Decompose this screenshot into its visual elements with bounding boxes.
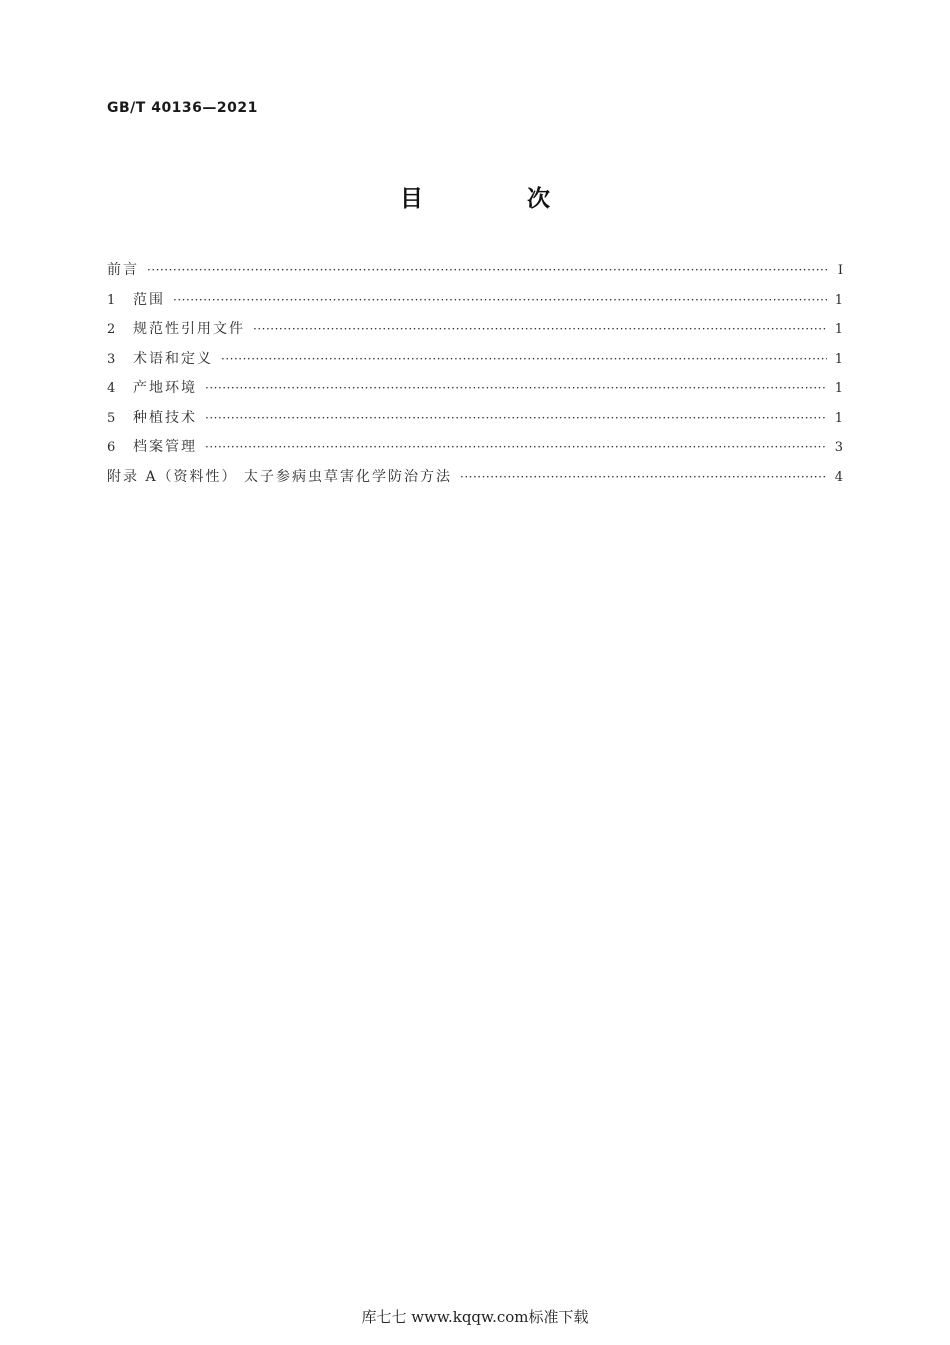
toc-entry-page: 1 bbox=[834, 381, 843, 396]
table-of-contents bbox=[107, 259, 843, 495]
toc-entry-2[interactable] bbox=[107, 318, 843, 348]
toc-entry-number: 6 bbox=[107, 440, 116, 455]
toc-entry-4[interactable] bbox=[107, 377, 843, 407]
toc-entry-page: Ⅰ bbox=[837, 263, 843, 278]
footer-watermark-text: 库七七 www.kqqw.com标准下载 bbox=[361, 1308, 589, 1326]
toc-entry-label: 范围 bbox=[133, 291, 165, 308]
toc-entry-page: 1 bbox=[834, 351, 843, 367]
toc-entry-page: 1 bbox=[834, 292, 843, 308]
standard-code: GB/T 40136—2021 bbox=[107, 100, 258, 116]
toc-entry-5[interactable] bbox=[107, 407, 843, 437]
toc-entry-label: 术语和定义 bbox=[133, 350, 213, 367]
toc-leader-dots bbox=[205, 436, 827, 458]
toc-entry-6[interactable] bbox=[107, 436, 843, 466]
toc-entry-label: 规范性引用文件 bbox=[133, 321, 245, 337]
toc-entry-page: 3 bbox=[834, 440, 843, 455]
toc-entry-page: 1 bbox=[834, 322, 843, 337]
toc-entry-1[interactable] bbox=[107, 289, 843, 319]
toc-entry-number: 2 bbox=[107, 322, 116, 337]
toc-entry-3[interactable] bbox=[107, 348, 843, 378]
toc-leader-dots bbox=[173, 289, 827, 311]
toc-leader-dots bbox=[221, 348, 827, 370]
toc-leader-dots bbox=[460, 466, 827, 488]
toc-entry-foreword[interactable] bbox=[107, 259, 843, 289]
toc-leader-dots bbox=[205, 377, 827, 399]
toc-entry-appendix-a[interactable] bbox=[107, 466, 843, 496]
toc-entry-number: 1 bbox=[107, 292, 116, 308]
toc-entry-label: 产地环境 bbox=[133, 380, 197, 396]
toc-entry-label: 档案管理 bbox=[133, 439, 197, 455]
toc-entry-label: 种植技术 bbox=[133, 409, 197, 426]
toc-entry-label: 附录 A（资料性） 太子参病虫草害化学防治方法 bbox=[107, 468, 453, 485]
toc-leader-dots bbox=[253, 318, 827, 340]
toc-entry-number: 5 bbox=[107, 410, 116, 426]
toc-entry-label: 前言 bbox=[107, 262, 139, 278]
toc-entry-page: 4 bbox=[834, 469, 843, 485]
toc-leader-dots bbox=[205, 407, 827, 429]
toc-entry-number: 3 bbox=[107, 351, 116, 367]
toc-leader-dots bbox=[147, 259, 827, 281]
toc-entry-number: 4 bbox=[107, 381, 116, 396]
page-title: 目 次 bbox=[399, 186, 598, 212]
toc-entry-page: 1 bbox=[834, 410, 843, 426]
